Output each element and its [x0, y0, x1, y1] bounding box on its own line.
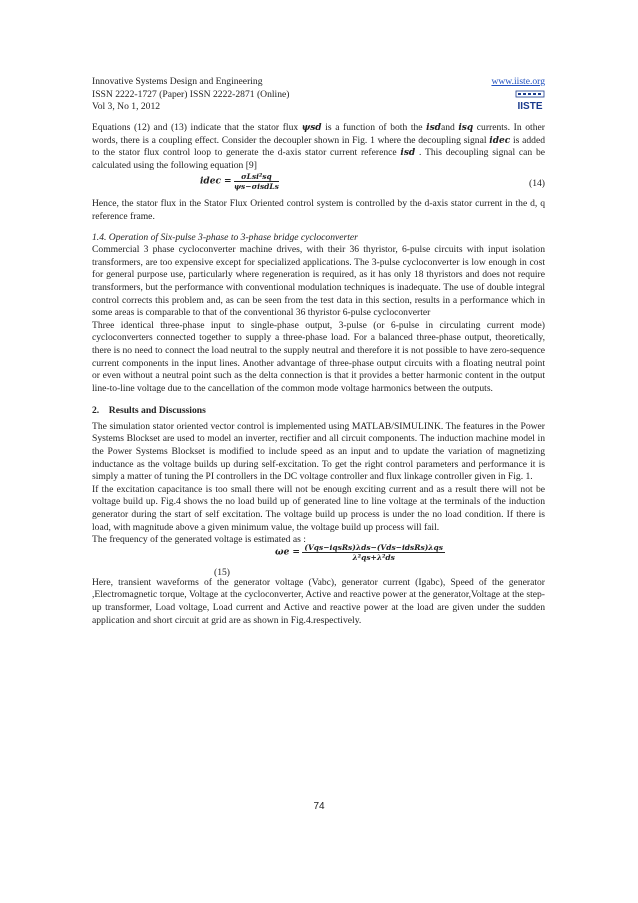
isd-symbol: isd: [426, 123, 441, 133]
eq15-label: (15): [214, 566, 230, 578]
section-2-paragraph-4: Here, transient waveforms of the generator voltage (Vabc), generator current (Igabc), Speed of the generator ,Electromagnetic torque, Voltage at the cycloconverter, Active and reactive power at the generator,Voltage at the step-up transformer, Load voltage, Load current and Active and reactive power at the load are given under the sudden application and short circuit at grid are as shown in Fig.4.respectively.: [92, 576, 545, 626]
eq15-fraction: $\frac{\text{(Vqs−iqsRs)λds−(Vds−idsRs)λqs}}{\text{λ²qs+λ²ds}}$: [304, 542, 444, 562]
page-header: [92, 76, 545, 114]
psi-sd-symbol: ψsd: [301, 123, 322, 133]
eq15-lhs: ωe =: [275, 547, 300, 558]
intro-paragraph-2: Hence, the stator flux in the Stator Flux Oriented control system is controlled by the d-axis stator current in the d, q reference frame.: [92, 198, 545, 222]
section-2-heading: 2. Results and Discussions: [92, 405, 206, 417]
equation-14: [92, 172, 545, 198]
page-number: 74: [313, 801, 325, 812]
eq14-lhs: idec =: [200, 177, 232, 188]
journal-name: Innovative Systems Design and Engineering: [92, 76, 263, 87]
eq14-fraction: $\frac{\text{σLsi²sq}}{\text{ψs−σisdLs}}$: [234, 172, 279, 192]
section-2-paragraph-2: If the excitation capacitance is too small there will not be enough exciting current and as a result there will not be voltage build up. Fig.4 shows the no load build up of generated line to line voltage at the terminals of the induction generator during the start of self excitation. The voltage build up process is under the no load condition. If there is load, with magnitude above a given minimum value, the voltage build up process will fail.: [92, 483, 545, 533]
section-1-4-paragraph-1: Commercial 3 phase cycloconverter machine drives, with their 36 thyristor, 6-pulse circuits with input isolation transformers, are too expensive except for specialized applications. The 3-pulse cycloconverter is low enough in cost for general purpose use, particularly where regeneration is required, as it has only 18 thyristors and does not require transformers, but the performance with conventional modulation techniques is inadequate. The use of double integral control corrects this problem and, as can be seen from the test data in this section, results in a performance which in some areas is comparable to that of the conventional 36 thyristor 6-pulse cycloconverter: [92, 244, 545, 319]
section-1-4-paragraph-2: Three identical three-phase input to single-phase output, 3-pulse (or 6-pulse in circulating current mode) cycloconverters connected together to supply a three-phase load. For a balanced three-phase output, theoretically, there is no need to connect the load neutral to the supply neutral and therefore it is not possible to have zero-sequence current components in the input lines. Another advantage of three-phase output circuits with a floating neutral point or even without a neutral point such as the delta connection is that it provides a better harmonic content in the output line-to-line voltage due to the cancellation of the common mode voltage harmonics between the outputs.: [92, 319, 545, 394]
svg-text:IISTE: IISTE: [517, 101, 543, 112]
idec-symbol: idec: [489, 135, 511, 146]
section-1-4-heading: 1.4. Operation of Six-pulse 3-phase to 3-phase bridge cycloconverter: [92, 231, 358, 243]
website-link[interactable]: www.iiste.org: [491, 76, 545, 87]
isq-symbol: isq: [458, 123, 474, 133]
isd-reference-symbol: isd: [400, 148, 416, 159]
intro-paragraph: Equations (12) and (13) indicate that the stator flux ψsd is a function of both the isdand isq currents. In other words, there is a coupling effect. Consider the decoupler shown in Fig. 1 where the decoupling signal idec is added to the stator flux control loop to generate the d-axis stator current reference isd . This decoupling signal can be calculated using the following equation [9]: [92, 122, 546, 171]
paper-page: [92, 76, 545, 627]
iiste-logo-icon: [515, 90, 545, 112]
section-2-paragraph-3: The frequency of the generated voltage is estimated as :: [92, 534, 306, 546]
eq14-label: (14): [529, 178, 545, 190]
equation-15: [92, 542, 545, 578]
volume-line: Vol 3, No 1, 2012: [92, 101, 161, 113]
issn-line: ISSN 2222-1727 (Paper) ISSN 2222-2871 (Online): [92, 88, 290, 100]
section-2-paragraph-1: The simulation stator oriented vector control is implemented using MATLAB/SIMULINK. The features in the Power Systems Blockset are used to model an inverter, rectifier and all circuit components. The induction machine model in the Power Systems Blockset is modified to include speed as an input and to update the variation of magnetizing inductance as the voltage builds up during self-excitation. To get the right control parameters and performance it is simply a matter of tuning the PI controllers in the DC voltage controller and flux linkage controller given in Fig. 1.: [92, 420, 545, 483]
